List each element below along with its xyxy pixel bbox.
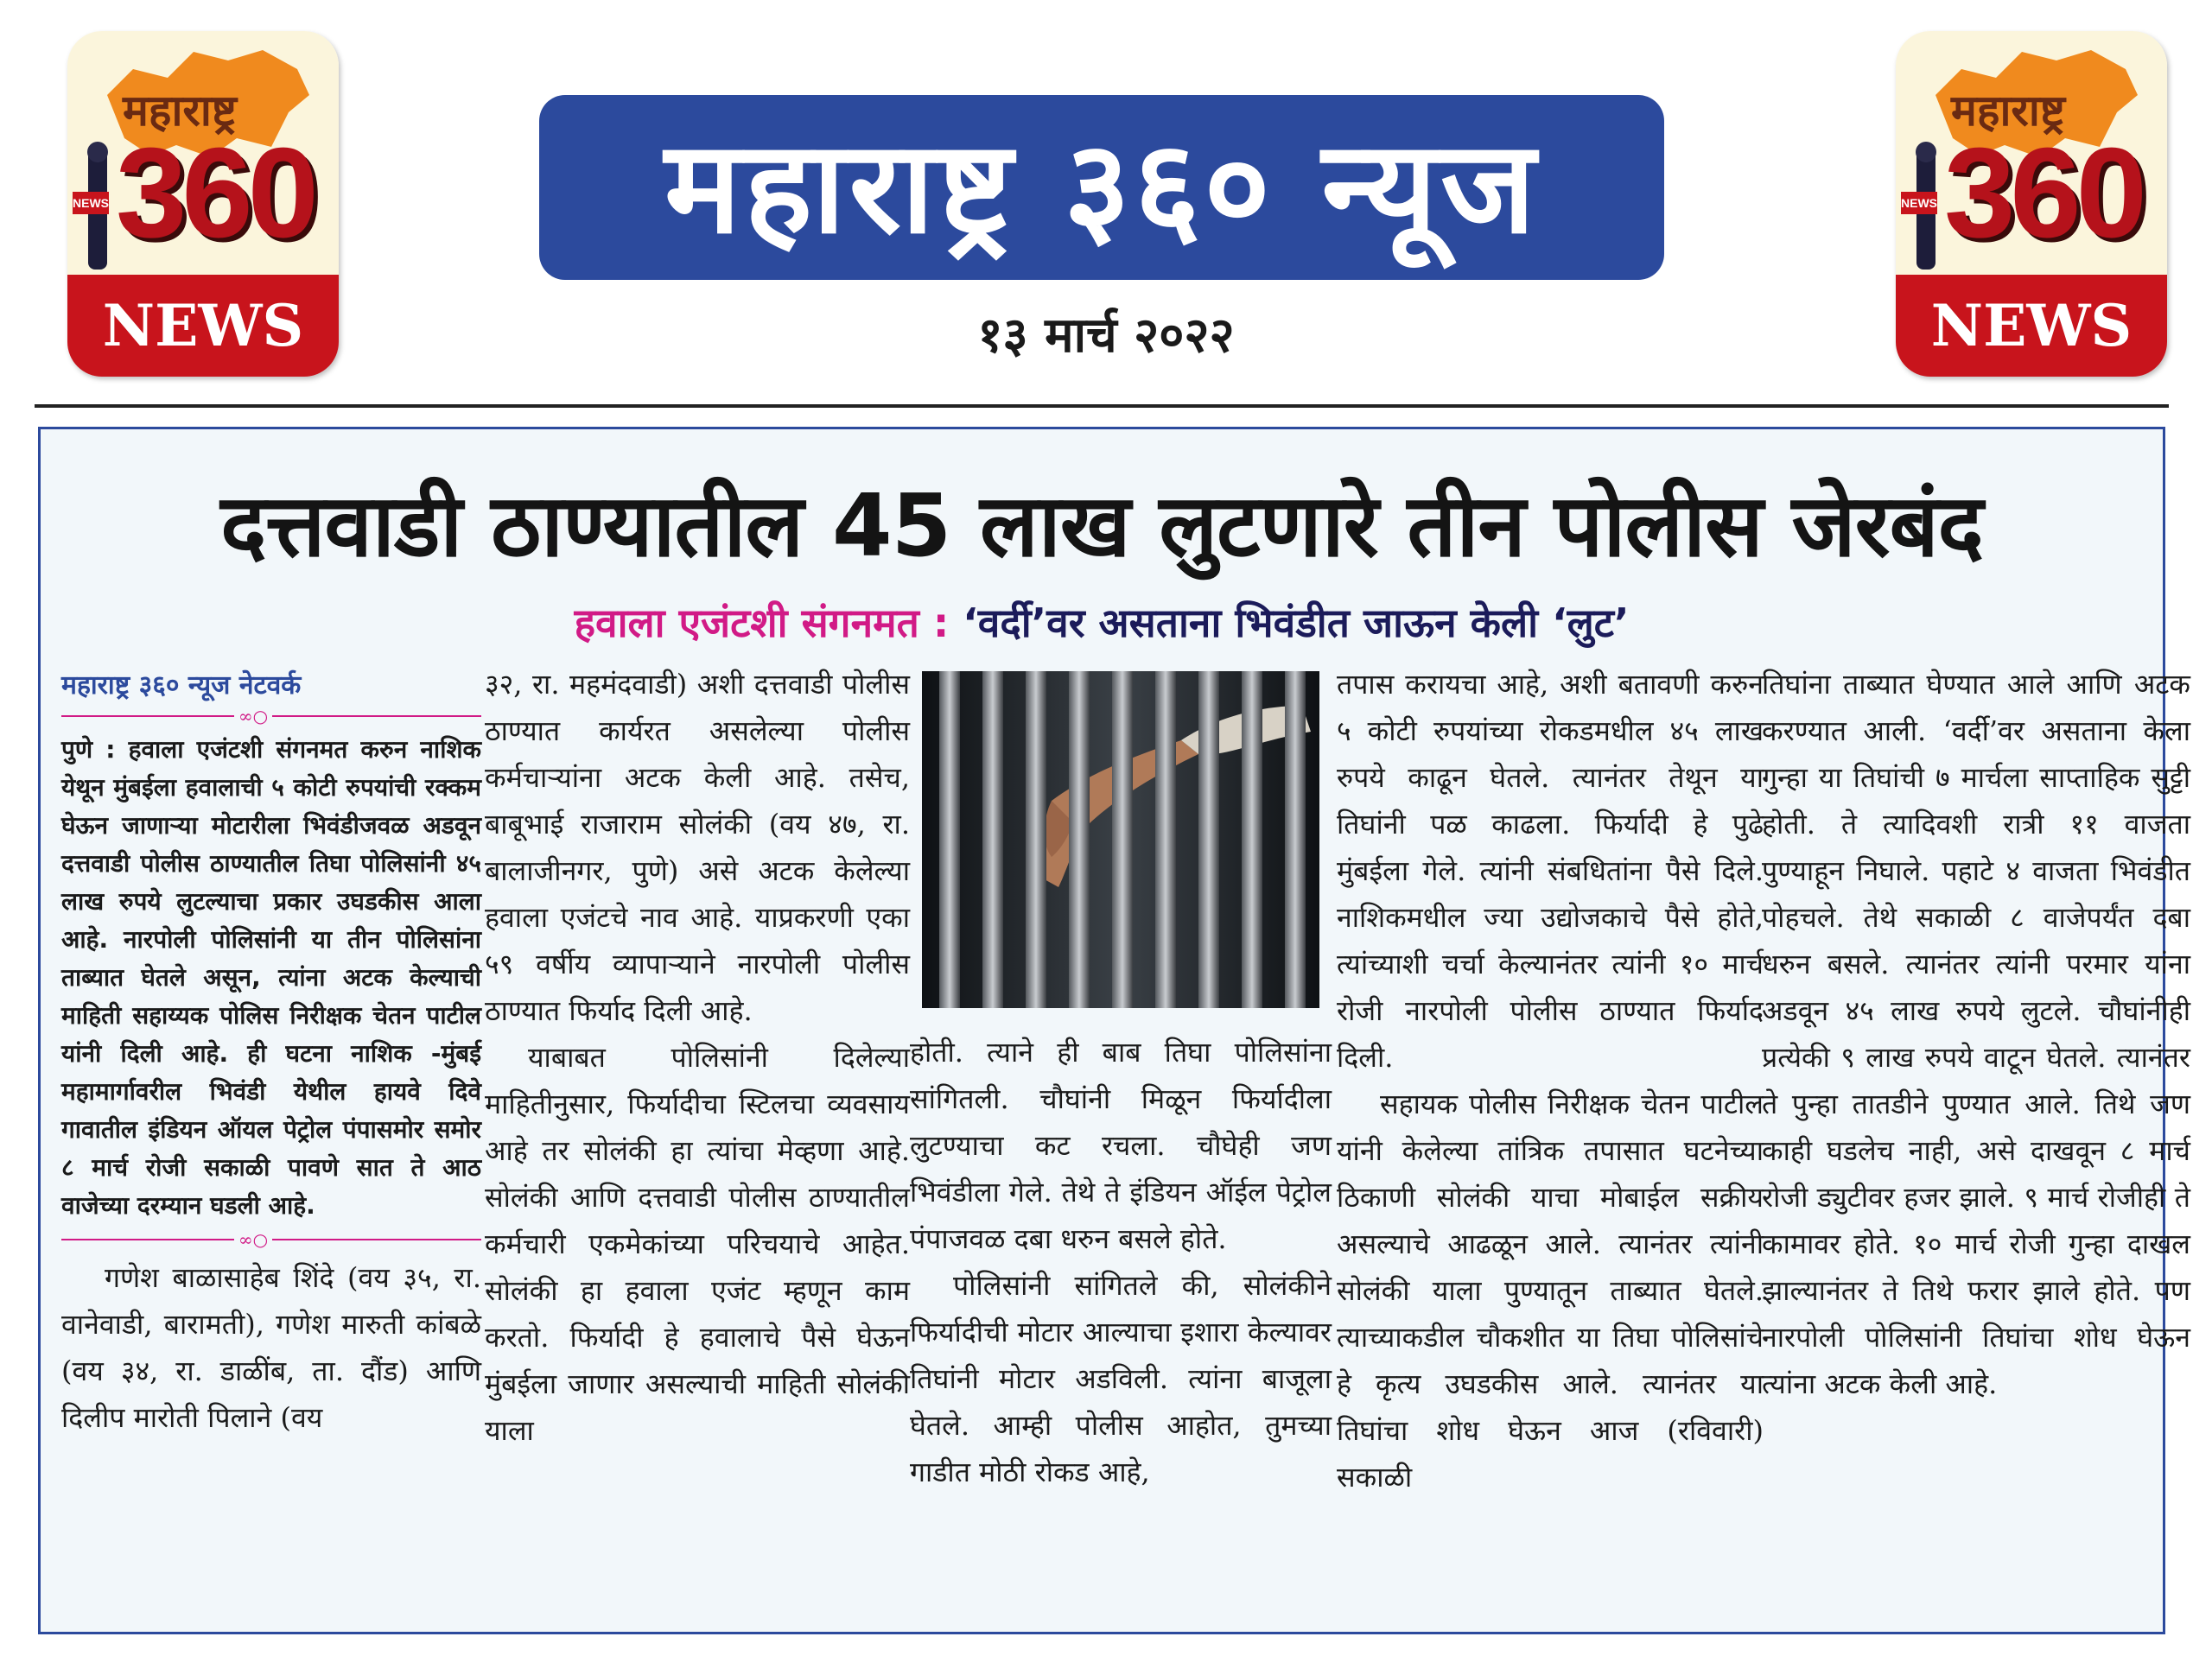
logo-number: 360 (116, 122, 314, 264)
article-paragraph: तपास करायचा आहे, अशी बतावणी करुन ५ कोटी रुपयांच्या रोकडमधील ४५ लाख रुपये काढून घेतले. त्यानंतर तेथून या तिघांनी पळ काढला. फिर्यादी हे पुढे मुंबईला गेले. त्यांनी संबधितांना पैसे दिले. नाशिकमधील ज्या उद्योजकाचे पैसे होते, त्यांच्याशी चर्चा केल्यानंतर त्यांनी १० मार्च रोजी नारपोली पोलीस ठाण्यात फिर्याद दिली. (1337, 668, 1764, 1074)
article-paragraph: याबाबत पोलिसांनी दिलेल्या माहितीनुसार, फिर्यादीचा स्टिलचा व्यवसाय आहे तर सोलंकी हा त्यांचा मेव्हणा आहे. सोलंकी आणि दत्तवाडी पोलीस ठाण्यातील कर्मचारी एकमेकांच्या परिचयाचे आहेत. सोलंकी हा हवाला एजंट म्हणून काम करतो. फिर्यादी हे हवालाचे पैसे घेऊन मुंबईला जाणार असल्याची माहिती सोलंकी याला (485, 1041, 910, 1447)
subhead-tag: हवाला एजंटशी संगनमत : (574, 599, 950, 646)
article-column-2 (485, 661, 910, 1454)
divider-knot-icon: ∞○ (234, 1230, 272, 1249)
article-paragraph: सहायक पोलीस निरीक्षक चेतन पाटील यांनी केलेल्या तांत्रिक तपासात घटनेच्या ठिकाणी सोलंकी याचा मोबाईल सक्रीय असल्याचे आढळून आले. त्यानंतर त्यांनी सोलंकी याला पुण्यातून ताब्यात घेतले. त्याच्याकडील चौकशीत या तिघा पोलिसांचे हे कृत्य उघडकीस आले. त्यानंतर या तिघांचा शोध घेऊन आज (रविवारी) सकाळी (1337, 1088, 1764, 1494)
subhead-text: ‘वर्दी’वर असताना भिवंडीत जाऊन केली ‘लुट’ (963, 599, 1630, 646)
masthead-divider (35, 404, 2169, 408)
divider-knot-icon: ∞○ (234, 707, 272, 726)
article-column-5 (1762, 661, 2190, 1407)
article-subhead (41, 595, 2163, 649)
article-lead: पुणे : हवाला एजंटशी संगनमत करुन नाशिक येथून मुंबईला हवालाची ५ कोटी रुपयांची रक्कम घेऊन जाणाऱ्या मोटारीला भिवंडीजवळ अडवून दत्तवाडी पोलीस ठाण्यातील तिघा पोलिसांनी ४५ लाख रुपये लुटल्याचा प्रकार उघडकीस आला आहे. नारपोली पोलिसांनी या तीन पोलिसांना ताब्यात घेतले असून, त्यांना अटक केल्याची माहिती सहाय्यक पोलिस निरीक्षक चेतन पाटील यांनी दिली आहे. ही घटना नाशिक -मुंबई महामार्गावरील भिवंडी येथील हायवे दिवे गावातील इंडियन ऑयल पेट्रोल पंपासमोर समोर ८ मार्च रोजी सकाळी पावणे सात ते आठ वाजेच्या दरम्यान घडली आहे. (61, 735, 481, 1220)
article-box (38, 427, 2190, 1634)
article-paragraph: होती. त्याने ही बाब तिघा पोलिसांना सांगितली. चौघांनी मिळून फिर्यादीला लुटण्याचा कट रचला. चौघेही जण भिवंडीला गेले. तेथे ते इंडियन ऑईल पेट्रोल पंपाजवळ दबा धरुन बसले होते. (910, 1036, 1332, 1255)
article-column-1 (61, 661, 481, 1441)
logo-brand-text: महाराष्ट्र (123, 85, 237, 136)
logo-mic-label: NEWS (73, 192, 109, 214)
article-paragraph: ३२, रा. महमंदवाडी) अशी दत्तवाडी पोलीस ठाण्यात कार्यरत असलेल्या पोलीस कर्मचाऱ्यांना अटक केली आहे. तसेच, बाबूभाई राजाराम सोलंकी (वय ४७, रा. बालाजीनगर, पुणे) असे अटक केलेल्या हवाला एजंटचे नाव आहे. याप्रकरणी एका ५९ वर्षीय व्यापाऱ्याने नारपोली पोलीस ठाण्यात फिर्याद दिली आहे. (485, 668, 910, 1027)
article-paragraph: तिघांना ताब्यात घेण्यात आले आणि अटक करण्यात आली. ‘वर्दी’वर असताना केला गुन्हा या तिघांची ७ मार्चला साप्ताहिक सुट्टी होती. ते त्यादिवशी रात्री ११ वाजता पुण्याहून निघाले. पहाटे ४ वाजता भिवंडीत पोहचले. तेथे सकाळी ८ वाजेपर्यंत दबा धरुन बसले. त्यानंतर त्यांनी परमार यांना अडवून ४५ लाख रुपये लुटले. चौघांनीही प्रत्येकी ९ लाख रुपये वाटून घेतले. त्यानंतर ते पुन्हा तातडीने पुण्यात आले. तिथे जण काही घडलेच नाही, असे दाखवून ८ मार्च रोजी ड्युटीवर हजर झाले. ९ मार्च रोजीही ते कामावर होते. १० मार्च रोजी गुन्हा दाखल झाल्यानंतर ते तिथे फरार झाले होते. पण नारपोली पोलिसांनी तिघांचा शोध घेऊन त्यांना अटक केली आहे. (1762, 668, 2190, 1400)
logo-number: 360 (1944, 122, 2142, 264)
logo-brand-text: महाराष्ट्र (1951, 85, 2065, 136)
article-column-4 (1337, 661, 1764, 1500)
byline-divider (61, 707, 481, 726)
article-headline: दत्तवाडी ठाण्यातील 45 लाख लुटणारे तीन पोलीस जेरबंद (220, 475, 1983, 576)
logo-news-band: NEWS (67, 275, 339, 377)
masthead-title: महाराष्ट्र ३६० न्यूज (539, 95, 1664, 280)
logo-news-band: NEWS (1896, 275, 2167, 377)
issue-date: १३ मार्च २०२२ (977, 307, 1235, 364)
article-paragraph: पोलिसांनी सांगितले की, सोलंकीने फिर्यादीची मोटार आल्याचा इशारा केल्यावर तिघांनी मोटार अडविली. त्यांना बाजूला घेतले. आम्ही पोलीस आहोत, तुमच्या गाडीत मोठी रोकड आहे, (910, 1269, 1332, 1488)
article-column-3 (910, 671, 1332, 1495)
article-paragraph: गणेश बाळासाहेब शिंदे (वय ३५, रा. वानेवाडी, बारामती), गणेश मारुती कांबळे (वय ३४, रा. डाळींब, ता. दौंड) आणि दिलीप मारोती पिलाने (वय (61, 1261, 481, 1434)
logo-mic-label: NEWS (1901, 192, 1937, 214)
lead-divider (61, 1230, 481, 1249)
byline: महाराष्ट्र ३६० न्यूज नेटवर्क (61, 670, 302, 701)
jail-bars-hands-photo (922, 671, 1319, 1008)
